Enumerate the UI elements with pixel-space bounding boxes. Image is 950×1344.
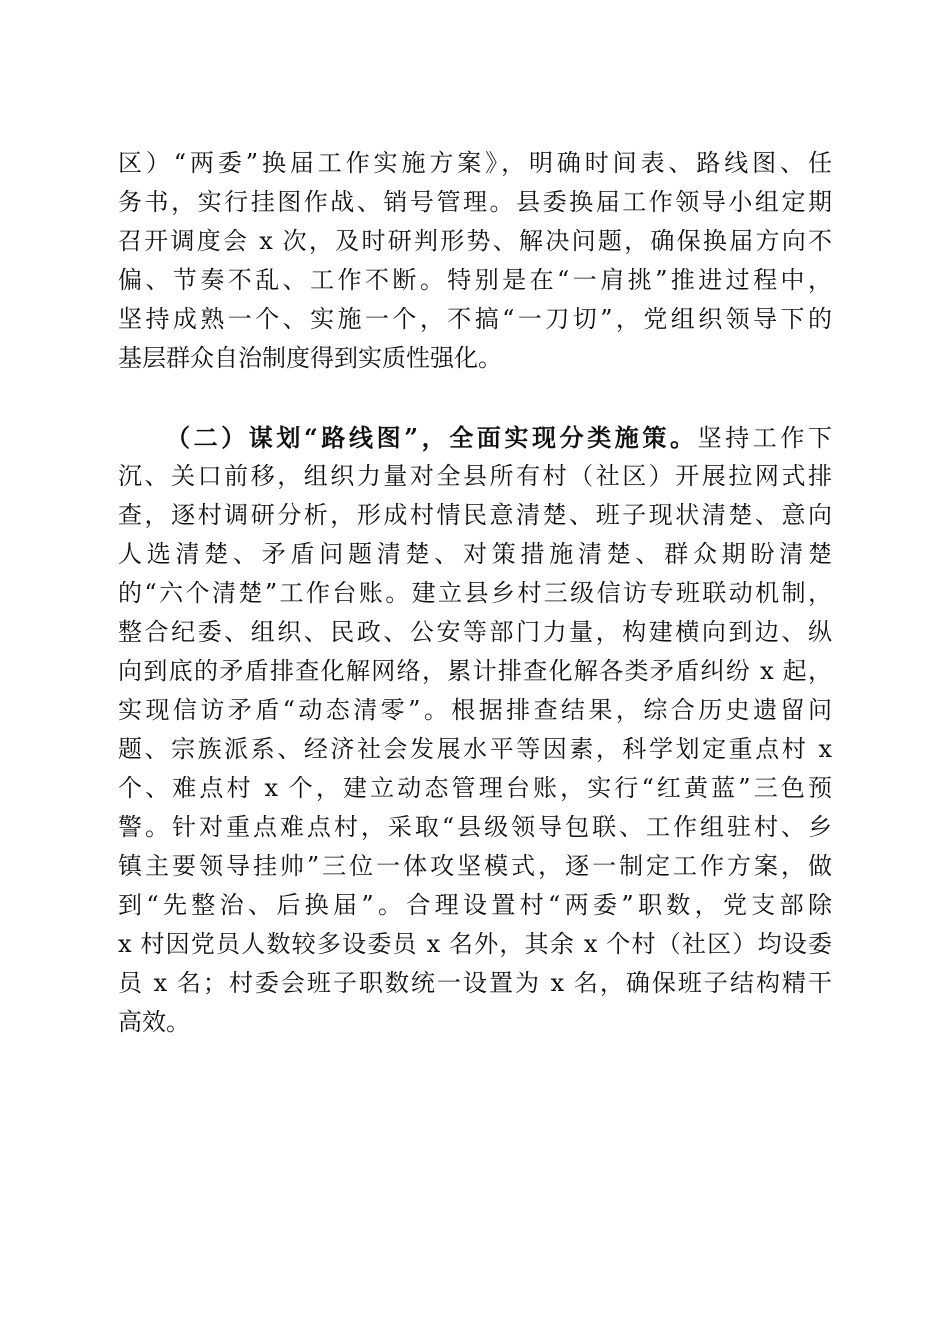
section-heading: （二）谋划“路线图”，全面实现分类施策。 (166, 423, 698, 452)
paragraph-line: 到“先整治、后换届”。合理设置村“两委”职数，党支部除 (118, 891, 832, 919)
paragraph-line: 高效。 (118, 1008, 190, 1036)
paragraph-line: 区）“两委”换届工作实施方案》，明确时间表、路线图、任 (118, 149, 832, 177)
heading-continuation: 坚持工作下 (697, 424, 832, 452)
paragraph-line: x 村因党员人数较多设委员 x 名外，其余 x 个村（社区）均设委 (118, 930, 832, 958)
paragraph-line: 整合纪委、组织、民政、公安等部门力量，构建横向到边、纵 (118, 618, 832, 646)
paragraph-line: 镇主要领导挂帅”三位一体攻坚模式，逐一制定工作方案，做 (118, 852, 832, 880)
paragraph-2 (118, 418, 832, 1042)
paragraph-1 (118, 144, 832, 378)
paragraph-line: 题、宗族派系、经济社会发展水平等因素，科学划定重点村 x (118, 735, 832, 763)
paragraph-line: 坚持成熟一个、实施一个，不搞“一刀切”，党组织领导下的 (118, 305, 832, 333)
paragraph-line: 务书，实行挂图作战、销号管理。县委换届工作领导小组定期 (118, 188, 832, 216)
paragraph-line: 召开调度会 x 次，及时研判形势、解决问题，确保换届方向不 (118, 227, 832, 255)
paragraph-line: 人选清楚、矛盾问题清楚、对策措施清楚、群众期盼清楚 (118, 540, 832, 568)
paragraph-line: 个、难点村 x 个，建立动态管理台账，实行“红黄蓝”三色预 (118, 774, 832, 802)
paragraph-line: 基层群众自治制度得到实质性强化。 (118, 344, 502, 372)
paragraph-line: 沉、关口前移，组织力量对全县所有村（社区）开展拉网式排 (118, 462, 832, 490)
paragraph-line: 实现信访矛盾“动态清零”。根据排查结果，综合历史遗留问 (118, 696, 832, 724)
paragraph-line: 向到底的矛盾排查化解网络，累计排查化解各类矛盾纠纷 x 起， (118, 657, 832, 685)
paragraph-line: 的“六个清楚”工作台账。建立县乡村三级信访专班联动机制， (118, 579, 832, 607)
paragraph-line: 查，逐村调研分析，形成村情民意清楚、班子现状清楚、意向 (118, 501, 832, 529)
paragraph-first-line (118, 418, 832, 457)
paragraph-line: 员 x 名；村委会班子职数统一设置为 x 名，确保班子结构精干 (118, 969, 832, 997)
paragraph-line: 警。针对重点难点村，采取“县级领导包联、工作组驻村、乡 (118, 813, 832, 841)
paragraph-line: 偏、节奏不乱、工作不断。特别是在“一肩挑”推进过程中， (118, 266, 832, 294)
